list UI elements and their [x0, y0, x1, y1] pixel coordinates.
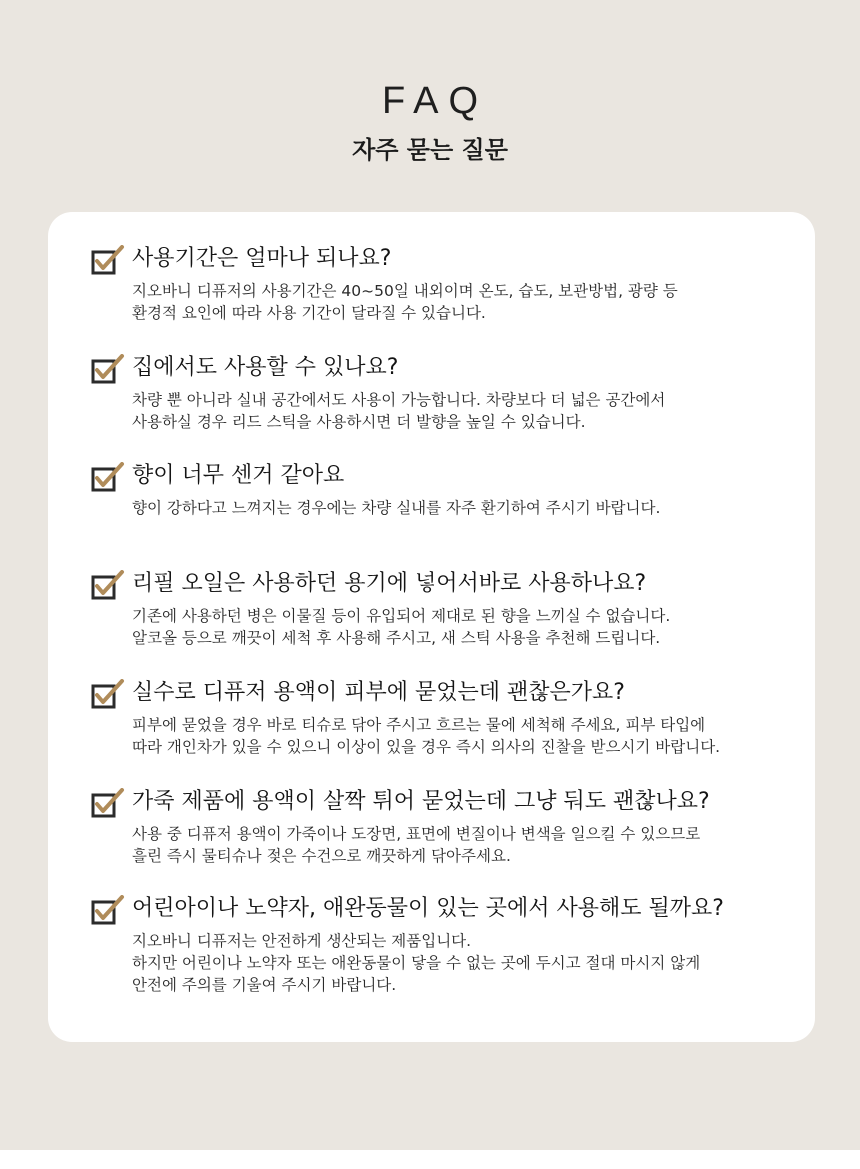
- faq-answer-line: 지오바니 디퓨저의 사용기간은 40~50일 내외이며 온도, 습도, 보관방법, 광량 등: [132, 282, 678, 300]
- bottom-strip: [0, 1150, 860, 1169]
- faq-subheading: 자주 묻는 질문: [352, 136, 508, 164]
- checkbox-check-icon: [91, 895, 125, 925]
- checkbox-check-icon: [91, 679, 125, 709]
- faq-answer: [132, 714, 791, 758]
- faq-answer: [132, 280, 791, 324]
- faq-answer: [132, 930, 791, 996]
- faq-answer-line: 기존에 사용하던 병은 이물질 등이 유입되어 제대로 된 향을 느끼실 수 없습니다.: [132, 607, 671, 625]
- checkbox-check-icon: [91, 570, 125, 600]
- faq-answer: [132, 497, 791, 519]
- faq-question: 사용기간은 얼마나 되나요?: [132, 246, 392, 271]
- faq-answer-line: 사용 중 디퓨저 용액이 가죽이나 도장면, 표면에 변질이나 변색을 일으킬 수 있으므로: [132, 825, 701, 843]
- checkbox-check-icon: [91, 788, 125, 818]
- faq-answer-line: 지오바니 디퓨저는 안전하게 생산되는 제품입니다.: [132, 932, 472, 950]
- faq-answer-line: 안전에 주의를 기울여 주시기 바랍니다.: [132, 976, 397, 994]
- faq-answer: [132, 605, 791, 649]
- faq-question: 어린아이나 노약자, 애완동물이 있는 곳에서 사용해도 될까요?: [132, 896, 724, 921]
- checkbox-check-icon: [91, 354, 125, 384]
- faq-item-skin-contact: [91, 677, 791, 758]
- faq-answer-line: 환경적 요인에 따라 사용 기간이 달라질 수 있습니다.: [132, 304, 486, 322]
- faq-answer-line: 흘린 즉시 물티슈나 젖은 수건으로 깨끗하게 닦아주세요.: [132, 847, 511, 865]
- faq-answer-line: 따라 개인차가 있을 수 있으니 이상이 있을 경우 즉시 의사의 진찰을 받으시기 바랍니다.: [132, 738, 721, 756]
- faq-item-leather-product: [91, 786, 791, 867]
- faq-answer-line: 사용하실 경우 리드 스틱을 사용하시면 더 발향을 높일 수 있습니다.: [132, 413, 586, 431]
- faq-answer-line: 차량 뿐 아니라 실내 공간에서도 사용이 가능합니다. 차량보다 더 넓은 공간에서: [132, 391, 666, 409]
- checkbox-check-icon: [91, 462, 125, 492]
- faq-question: 가죽 제품에 용액이 살짝 튀어 묻었는데 그냥 둬도 괜찮나요?: [132, 789, 710, 814]
- faq-item-home-use: [91, 352, 791, 433]
- faq-answer-line: 향이 강하다고 느껴지는 경우에는 차량 실내를 자주 환기하여 주시기 바랍니다.: [132, 499, 661, 517]
- faq-answer-line: 피부에 묻었을 경우 바로 티슈로 닦아 주시고 흐르는 물에 세척해 주세요, 피부 타입에: [132, 716, 706, 734]
- faq-question: 집에서도 사용할 수 있나요?: [132, 355, 399, 380]
- checkbox-check-icon: [91, 245, 125, 275]
- faq-question: 리필 오일은 사용하던 용기에 넣어서바로 사용하나요?: [132, 571, 647, 596]
- faq-heading: FAQ: [381, 80, 489, 122]
- faq-answer-line: 하지만 어린이나 노약자 또는 애완동물이 닿을 수 없는 곳에 두시고 절대 마시지 않게: [132, 954, 701, 972]
- faq-question: 향이 너무 센거 같아요: [132, 463, 345, 488]
- faq-card: [48, 212, 815, 1042]
- faq-answer: [132, 823, 791, 867]
- faq-answer-line: 알코올 등으로 깨끗이 세척 후 사용해 주시고, 새 스틱 사용을 추천해 드립니다.: [132, 629, 661, 647]
- faq-item-refill-oil: [91, 568, 791, 649]
- faq-item-children-pets: [91, 893, 791, 996]
- faq-answer: [132, 389, 791, 433]
- faq-item-usage-period: [91, 243, 791, 324]
- faq-item-strong-scent: [91, 460, 791, 519]
- faq-question: 실수로 디퓨저 용액이 피부에 묻었는데 괜찮은가요?: [132, 680, 625, 705]
